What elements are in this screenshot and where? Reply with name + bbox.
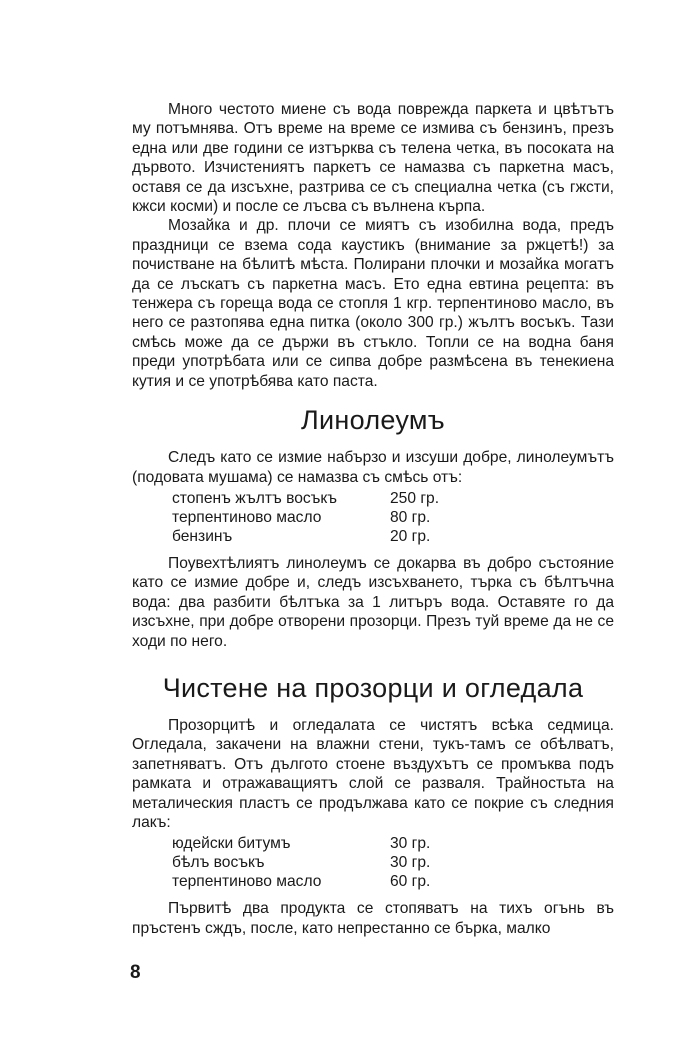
ingredient-amount: 30 гр. (390, 835, 431, 853)
ingredient-amount: 30 гр. (390, 854, 431, 872)
recipe-row (172, 489, 468, 508)
ingredient-amount: 60 гр. (390, 873, 431, 891)
ingredient-amount: 80 гр. (390, 508, 431, 526)
paragraph-windows-intro: Прозорцитѣ и огледалата се чистятъ всѣка седмица. Огледала, закачени на влажни стени, тукъ-тамъ се обѣлватъ, запетняватъ. Отъ дългото стоене въздухътъ се промъква подъ рамката и отражаващиятъ слой се разваля. Трайностьта на металическия пластъ се продължава като се покрие съ следния лакъ: (132, 716, 614, 831)
recipe-row (172, 853, 468, 872)
section-title-windows-mirrors: Чистене на прозорци и огледала (162, 672, 584, 703)
paragraph-lacquer-method: Първитѣ два продукта се стопяватъ на тихъ огънь въ пръстенъ сждъ, после, като непрестанно се бърка, малко (132, 900, 614, 937)
ingredient-amount: 250 гр. (390, 489, 440, 507)
paragraph-linoleum-care: Поувехтѣлиятъ линолеумъ се докарва въ добро състояние като се измие добре и, следъ изсъхването, търка съ бѣлтъчна вода: два разбити бѣлтъка за 1 литъръ вода. Оставяте го да изсъхне, при добре отворени прозорци. Презъ туй време да не се ходи по него. (132, 554, 614, 650)
ingredient-name: бѣлъ восъкъ (172, 854, 265, 872)
page-number: 8 (130, 962, 141, 983)
paragraph-linoleum-intro: Следъ като се измие набързо и изсуши добре, линолеумътъ (подовата мушама) се намазва съ смѣсь отъ: (132, 449, 614, 486)
paragraph-mosaic: Мозайка и др. плочи се миятъ съ изобилна вода, предъ праздници се взема сода каустикъ (внимание за ржцетѣ!) за почистване на бѣлитѣ мѣста. Полирани плочки и мозайка могатъ да се лъскатъ съ паркетна масъ. Ето една евтина рецепта: въ тенжера съ гореща вода се стопля 1 кгр. терпентиново масло, въ него се разтопява една питка (около 300 гр.) жълтъ восъкъ. Тази смѣсь може да се държи въ стъкло. Топли се на водна баня преди употрѣбата или се сипва добре размѣсена въ тенекиена кутия и се употрѣбява като паста. (132, 217, 614, 390)
ingredient-name: юдейски битумъ (172, 835, 291, 853)
recipe-row (172, 834, 468, 853)
ingredient-name: терпентиново масло (172, 508, 322, 526)
recipe-row (172, 527, 468, 546)
ingredient-name: бензинъ (172, 527, 233, 545)
recipe-row (172, 508, 468, 527)
recipe-table-linoleum (172, 489, 468, 546)
ingredient-name: терпентиново масло (172, 873, 322, 891)
paragraph-parquet: Много честото миене съ вода поврежда паркета и цвѣтътъ му потъмнява. Отъ време на време се измива съ бензинъ, презъ една или две години се изтърква съ телена четка, въ посоката на дървото. Изчистениятъ паркетъ се намазва съ паркетна масъ, оставя се да изсъхне, разтрива се съ специална четка (съ гжсти, кжси косми) и после се лъсва съ вълнена кърпа. (132, 101, 614, 216)
recipe-table-lacquer (172, 834, 468, 891)
recipe-row (172, 872, 468, 891)
ingredient-amount: 20 гр. (390, 527, 431, 545)
section-title-linoleum: Линолеумъ (301, 405, 445, 436)
ingredient-name: стопенъ жълтъ восъкъ (172, 489, 337, 507)
